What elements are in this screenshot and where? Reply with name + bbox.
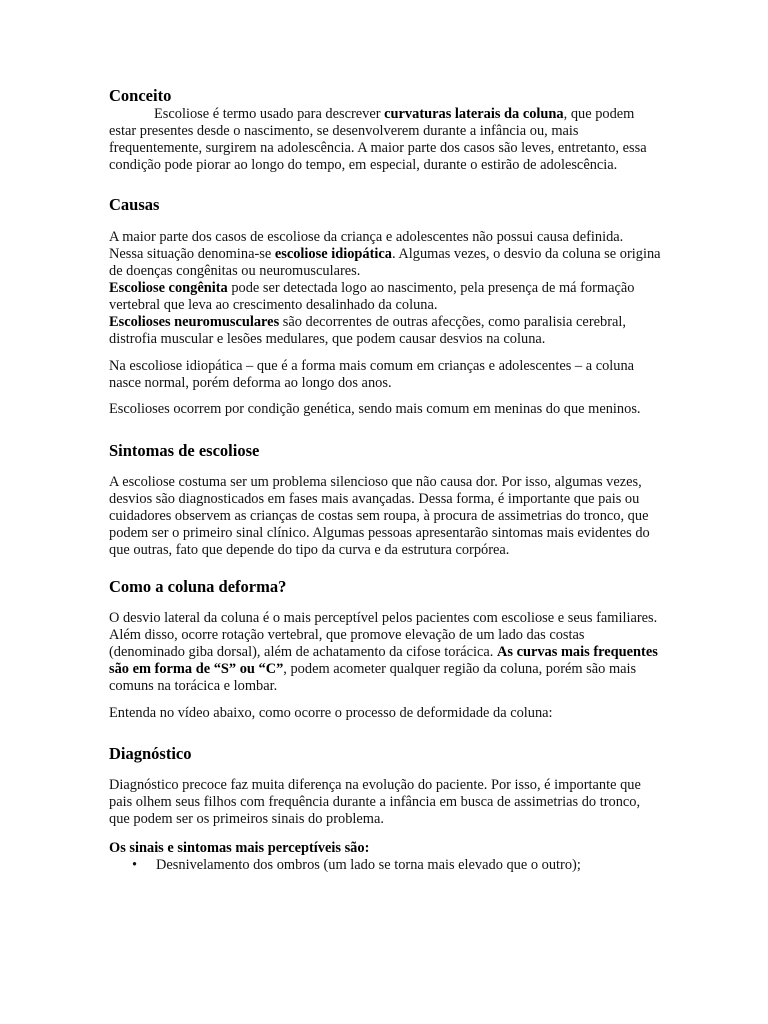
- causas-paragraph-5: Escolioses ocorrem por condição genética, sendo mais comum em meninas do que meninos.: [109, 401, 641, 417]
- deforma-paragraph-1: [109, 610, 661, 695]
- heading-diagnostico: Diagnóstico: [109, 744, 192, 763]
- causas-paragraph-3: [109, 314, 661, 348]
- conceito-text-c: , que podem estar presentes desde o nascimento, se desenvolverem durante a infância ou, mais frequentemente, surgirem na adolescência. A maior parte dos casos são leves, entretanto, essa condição pode piorar ao longo do tempo, em especial, durante o estirão de adolescência.: [109, 106, 647, 173]
- section-causas: [109, 195, 661, 423]
- section-sintomas: [109, 441, 661, 559]
- heading-sintomas: Sintomas de escoliose: [109, 441, 260, 460]
- list-item: [109, 857, 661, 874]
- causas-p1-a: A maior parte dos casos de escoliose da criança e adolescentes não possui causa definida. Nessa situação denomina-se: [109, 229, 624, 262]
- bullet-icon: •: [132, 857, 138, 873]
- deforma-paragraph-2: Entenda no vídeo abaixo, como ocorre o processo de deformidade da coluna:: [109, 705, 553, 721]
- causas-p2-b: pode ser detectada logo ao nascimento, pela presença de má formação vertebral que leva ao crescimento desalinhado da coluna.: [109, 280, 635, 313]
- heading-conceito: Conceito: [109, 86, 172, 105]
- section-diagnostico: [109, 744, 661, 874]
- list-item-text: Desnivelamento dos ombros (um lado se torna mais elevado que o outro);: [156, 857, 581, 873]
- deforma-p1-bold: As curvas mais frequentes são em forma de “S” ou “C”: [109, 644, 658, 677]
- causas-p3-bold: Escolioses neuromusculares: [109, 314, 280, 330]
- diagnostico-subheading: Os sinais e sintomas mais perceptíveis são:: [109, 840, 370, 856]
- deforma-p1-c: , podem acometer qualquer região da coluna, porém são mais comuns na torácica e lombar.: [109, 661, 637, 694]
- diagnostico-paragraph: Diagnóstico precoce faz muita diferença na evolução do paciente. Por isso, é importante que pais olhem seus filhos com frequência durante a infância em busca de assimetrias do tronco, que podem ser os primeiros sinais do problema.: [109, 777, 641, 827]
- causas-paragraph-1: [109, 229, 661, 280]
- causas-p2-bold: Escoliose congênita: [109, 280, 228, 296]
- causas-p3-b: são decorrentes de outras afecções, como paralisia cerebral, distrofia muscular e lesões medulares, que podem causar desvios na coluna.: [109, 314, 626, 347]
- deforma-p1-a: O desvio lateral da coluna é o mais perceptível pelos pacientes com escoliose e seus familiares. Além disso, ocorre rotação vertebral, que promove elevação de um lado das costas (denominado giba dorsal), além de achatamento da cifose torácica.: [109, 610, 658, 660]
- conceito-text-a: Escoliose é termo usado para descrever: [154, 106, 385, 122]
- diagnostico-list: [109, 857, 661, 874]
- sintomas-paragraph: A escoliose costuma ser um problema silencioso que não causa dor. Por isso, algumas vezes, desvios são diagnosticados em fases mais avançadas. Dessa forma, é importante que pais ou cuidadores observem as crianças de costas sem roupa, à procura de assimetrias do tronco, que podem ser o primeiro sinal clínico. Algumas pessoas apresentarão sintomas mais evidentes do que outras, fato que depende do tipo da curva e da estrutura corpórea.: [109, 474, 650, 558]
- causas-paragraph-2: [109, 280, 661, 314]
- causas-p1-bold: escoliose idiopática: [274, 246, 392, 262]
- document-page: [109, 86, 661, 874]
- section-deforma: [109, 577, 661, 722]
- causas-p1-c: . Algumas vezes, o desvio da coluna se origina de doenças congênitas ou neuromusculares.: [109, 246, 661, 279]
- section-conceito: [109, 86, 661, 174]
- heading-causas: Causas: [109, 195, 160, 214]
- conceito-text-bold: curvaturas laterais da coluna: [384, 106, 564, 122]
- conceito-paragraph: [109, 106, 661, 174]
- heading-deforma: Como a coluna deforma?: [109, 577, 287, 596]
- causas-paragraph-4: Na escoliose idiopática – que é a forma mais comum em crianças e adolescentes – a coluna nasce normal, porém deforma ao longo dos anos.: [109, 358, 635, 391]
